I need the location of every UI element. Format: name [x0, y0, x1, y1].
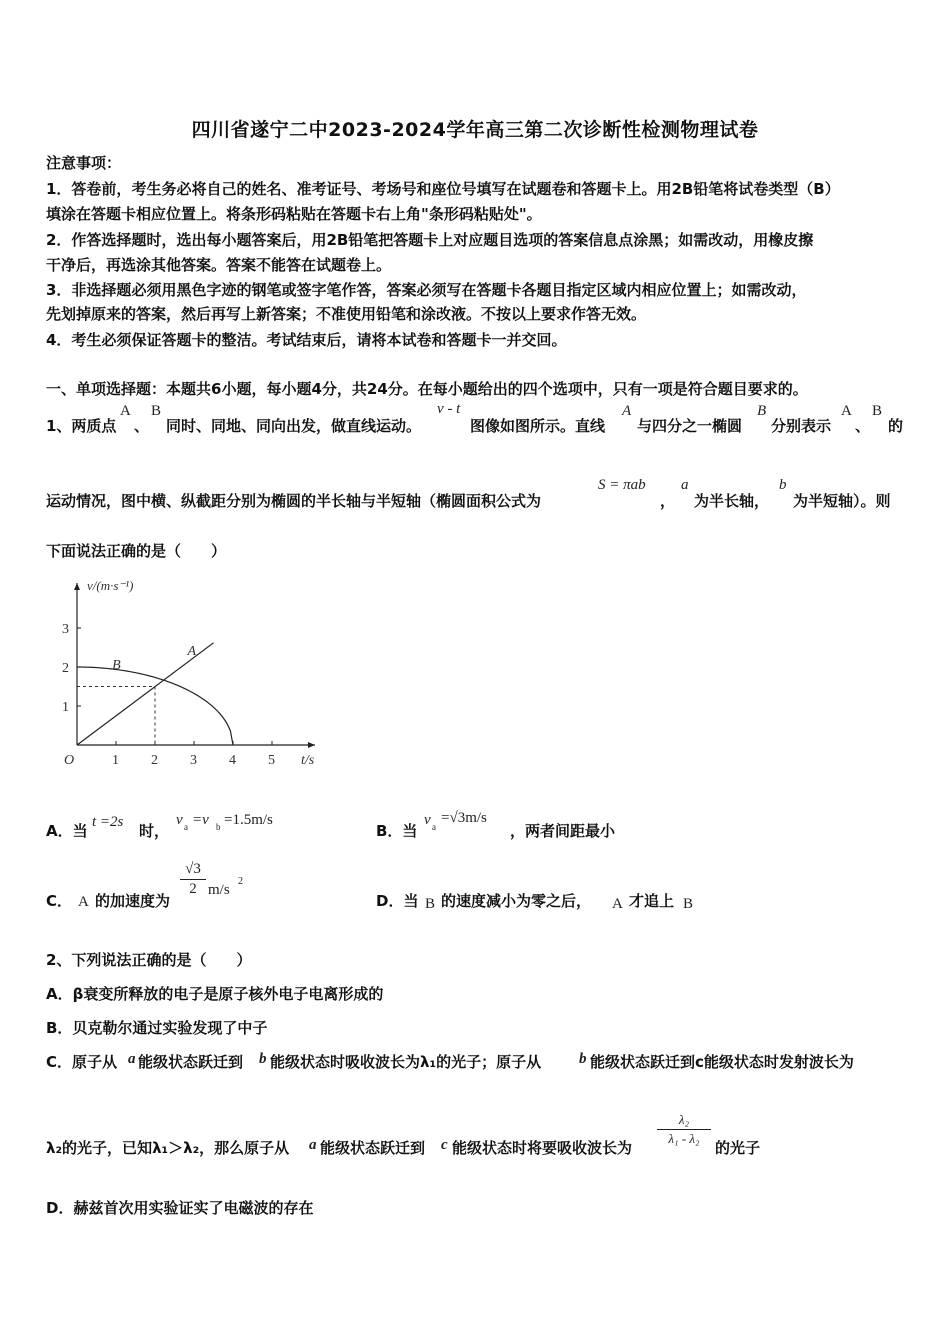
series-A-label: A	[187, 643, 197, 659]
q1-sym-a: a	[681, 477, 689, 493]
x-tick-label: 1	[112, 753, 119, 768]
x-axis-label: t/s	[301, 753, 315, 768]
y-tick-label: 2	[62, 661, 69, 676]
q1-option-B-label: B．当	[376, 822, 418, 840]
q1-text-4: 与四分之一椭圆	[637, 417, 743, 435]
q2-option-B: B．贝克勒尔通过实验发现了中子	[46, 1019, 268, 1037]
q1-option-A-v: v	[176, 812, 183, 828]
q1-sym-B3: B	[872, 403, 883, 419]
q2-option-C-numerator: λ₂	[678, 1112, 690, 1127]
q1-sym-A2: A	[622, 403, 632, 419]
q1-text-7: 运动情况，图中横、纵截距分别为椭圆的半长轴与半短轴（椭圆面积公式为	[46, 492, 542, 510]
notice-line-5: 3．非选择题必须用黑色字迹的钢笔或签字笔作答，答案必须写在答题卡各题目指定区域内相应位置上；如需改动，	[46, 281, 807, 299]
series-B-label: B	[112, 658, 121, 673]
q1-option-A-label: A．当	[46, 822, 88, 840]
notice-line-6: 先划掉原来的答案，然后再写上新答案；不准使用铅笔和涂改液。不按以上要求作答无效。	[46, 305, 647, 323]
q1-option-D-label: D．当	[376, 892, 419, 910]
q1-option-C-unit-sup: 2	[238, 876, 243, 887]
q1-comma: ，	[660, 492, 676, 510]
notice-heading: 注意事项：	[46, 154, 122, 172]
q2-option-C-denominator: λ₁ - λ₂	[668, 1131, 700, 1146]
q1-option-C-numerator: √3	[185, 861, 201, 877]
q1-option-A-eq: =v	[192, 812, 209, 828]
q1-text-10: 下面说法正确的是（ ）	[46, 542, 227, 560]
x-tick-label: 4	[229, 753, 236, 768]
q1-option-A-mid: 时，	[139, 822, 170, 840]
origin-label: O	[64, 753, 75, 768]
q1-option-C-label: C．	[46, 892, 73, 910]
q1-option-B-v: v	[424, 812, 431, 828]
y-axis-arrow	[74, 583, 80, 590]
q1-option-D-text: 的速度减小为零之后，	[441, 892, 592, 910]
x-tick-label: 3	[190, 753, 197, 768]
q1-option-A-sub-b: b	[216, 822, 221, 832]
q1-sep2: 、	[855, 417, 871, 435]
q2-option-C-2c: 能级状态时将要吸收波长为	[452, 1139, 633, 1157]
vt-chart	[30, 570, 350, 780]
y-tick-label: 3	[62, 622, 69, 637]
y-tick-label: 1	[62, 700, 69, 715]
x-tick-label: 5	[268, 753, 275, 768]
q2-option-C-2a: λ₂的光子，已知λ₁＞λ₂，那么原子从	[46, 1139, 290, 1157]
q1-vt: v - t	[437, 401, 461, 417]
q1-option-B-sub: a	[432, 822, 436, 832]
q2-option-C-fraction	[657, 1112, 711, 1147]
q2-option-C-1b: 能级状态跃迁到	[138, 1053, 244, 1071]
q2-option-C-ib: b	[259, 1051, 267, 1067]
x-axis-arrow	[308, 742, 315, 748]
q1-option-C-fraction	[180, 861, 206, 898]
q1-option-A-value: =1.5m/s	[224, 812, 273, 828]
q1-sym-b: b	[779, 477, 787, 493]
q1-sym-A3: A	[841, 403, 852, 419]
q1-option-B-text: ，两者间距最小	[510, 822, 616, 840]
notice-line-4: 干净后，再选涂其他答案。答案不能答在试题卷上。	[46, 256, 392, 274]
q1-text-6: 的	[888, 417, 904, 435]
page-title: 四川省遂宁二中2023-2024学年高三第二次诊断性检测物理试卷	[191, 119, 759, 141]
q2-option-C-ia2: a	[309, 1137, 317, 1153]
q1-text-9: 为半短轴）。则	[793, 492, 891, 510]
q2-stem: 2、下列说法正确的是（ ）	[46, 951, 252, 969]
q1-sym-B2: B	[757, 403, 767, 419]
q2-option-C-ia: a	[128, 1051, 136, 1067]
notice-line-3: 2．作答选择题时，选出每小题答案后，用2B铅笔把答题卡上对应题目选项的答案信息点涂黑；如需改动，用橡皮擦	[46, 231, 814, 249]
q1-option-C-denominator: 2	[189, 881, 197, 897]
notice-line-1: 1．答卷前，考生务必将自己的姓名、准考证号、考场号和座位号填写在试题卷和答题卡上。用2B铅笔将试卷类型（B）	[46, 180, 840, 198]
notice-line-2: 填涂在答题卡相应位置上。将条形码粘贴在答题卡右上角"条形码粘贴处"。	[46, 205, 542, 223]
q1-option-D-text2: 才追上	[629, 892, 675, 910]
q1-option-D-B2: B	[683, 896, 694, 912]
q1-option-B-eq: =√3m/s	[441, 810, 487, 826]
q1-option-C-text: 的加速度为	[95, 892, 171, 910]
q2-option-C-2d: 的光子	[715, 1139, 761, 1157]
x-tick-label: 2	[151, 753, 158, 768]
q2-option-C-2b: 能级状态跃迁到	[320, 1139, 426, 1157]
q1-option-D-B: B	[425, 896, 436, 912]
q2-option-C-1c: 能级状态时吸收波长为λ₁的光子；原子从	[270, 1053, 542, 1071]
q1-text-8: 为半长轴，	[694, 492, 770, 510]
section-heading: 一、单项选择题：本题共6小题，每小题4分，共24分。在每小题给出的四个选项中，只有一项是符合题目要求的。	[46, 380, 808, 398]
q1-option-D-A: A	[612, 896, 623, 912]
q1-option-A-sub-a: a	[184, 822, 188, 832]
y-axis-label: v/(m·s⁻¹)	[87, 578, 134, 593]
q1-option-A-t: t =2s	[92, 814, 124, 830]
q1-text-3: 图像如图所示。直线	[470, 417, 606, 435]
q2-option-C-ic: c	[441, 1137, 448, 1153]
q2-option-D: D．赫兹首次用实验证实了电磁波的存在	[46, 1199, 314, 1217]
q1-sym-B: B	[151, 403, 162, 419]
q1-sep: 、	[134, 417, 150, 435]
q1-sym-A: A	[120, 403, 131, 419]
q2-option-C-1a: C．原子从	[46, 1053, 118, 1071]
q1-text-2: 同时、同地、同向出发，做直线运动。	[166, 417, 422, 435]
q2-option-C-1d: 能级状态跃迁到c能级状态时发射波长为	[590, 1053, 854, 1071]
q2-option-C-ib2: b	[579, 1051, 587, 1067]
q1-option-C-A: A	[78, 894, 89, 910]
q1-option-C-unit: m/s	[208, 882, 230, 898]
q1-text-5: 分别表示	[771, 417, 832, 435]
q1-text-1: 1、两质点	[46, 417, 117, 435]
notice-line-7: 4．考生必须保证答题卡的整洁。考试结束后，请将本试卷和答题卡一并交回。	[46, 331, 567, 349]
q2-option-A: A．β衰变所释放的电子是原子核外电子电离形成的	[46, 985, 384, 1003]
q1-area-formula: S = πab	[598, 477, 646, 493]
